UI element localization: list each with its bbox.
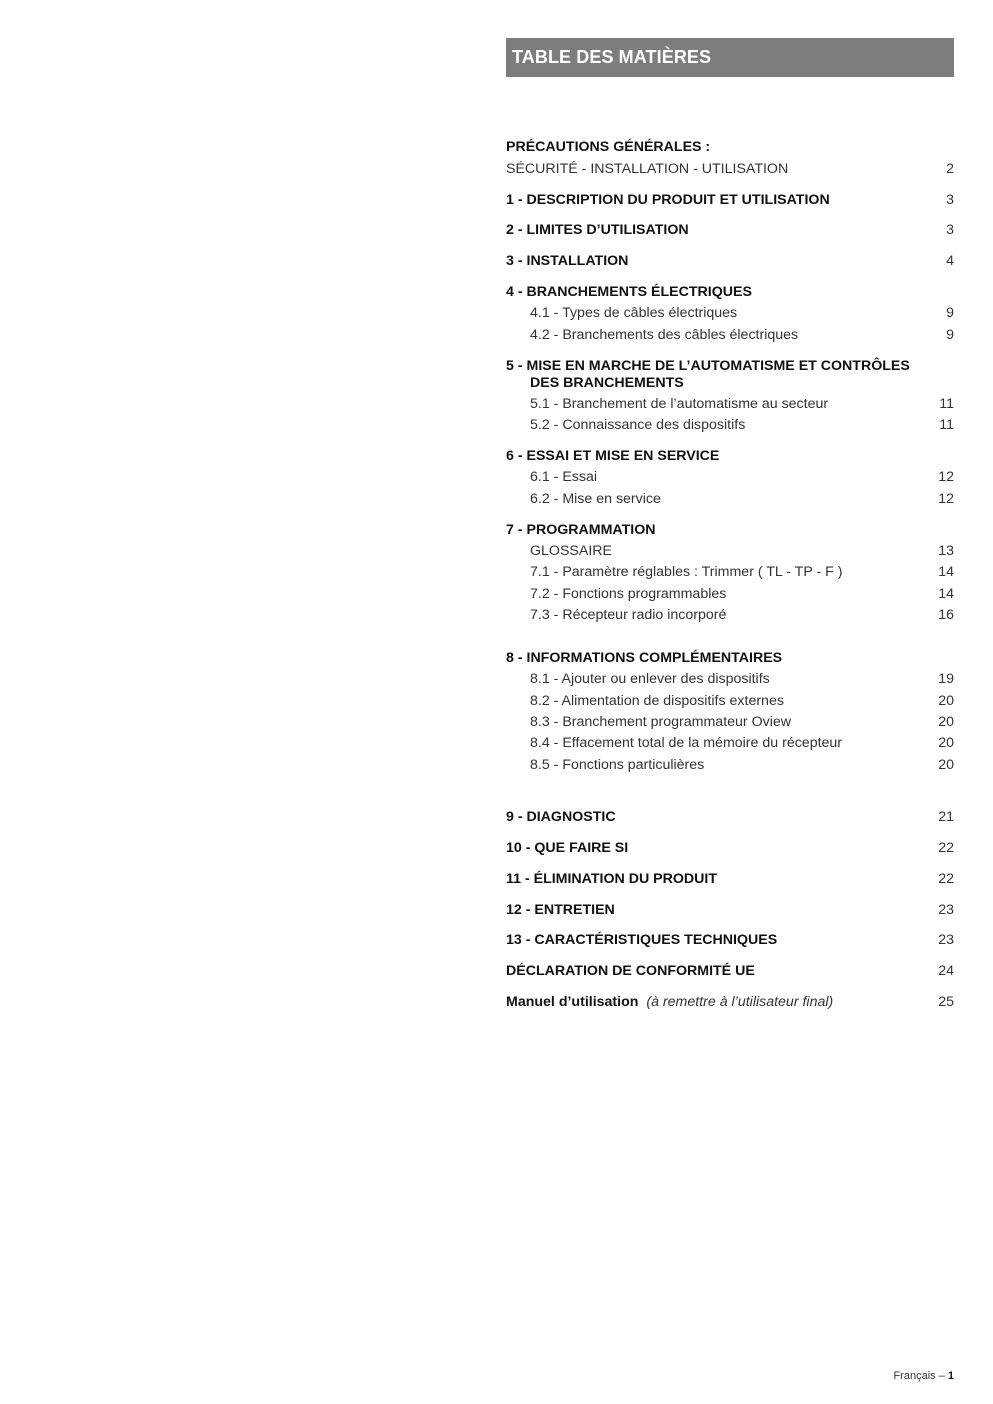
toc-page-number: 12 [938, 469, 954, 485]
page-title: TABLE DES MATIÈRES [512, 47, 712, 67]
toc-entry-label: 6 - ESSAI ET MISE EN SERVICE [506, 448, 720, 464]
toc-subentry-7-3[interactable] [506, 605, 954, 625]
toc-entry-label: 6.1 - Essai [530, 469, 598, 485]
toc-page-number: 16 [938, 607, 954, 623]
toc-entry-label: SÉCURITÉ - INSTALLATION - UTILISATION [506, 161, 789, 177]
toc-entry-precautions-sub[interactable] [506, 159, 954, 179]
toc-entry-user-manual[interactable] [506, 992, 954, 1012]
toc-entry-label: 8.4 - Effacement total de la mémoire du récepteur [530, 735, 843, 751]
toc-subentry-6-1[interactable] [506, 467, 954, 487]
toc-entry-label: 4.1 - Types de câbles électriques [530, 305, 738, 321]
toc-page-number: 23 [938, 902, 954, 918]
toc-page-number: 19 [938, 671, 954, 687]
toc-subentry-7-2[interactable] [506, 584, 954, 604]
toc-entry-note: (à remettre à l’utilisateur final) [646, 994, 834, 1010]
toc-entry-label: 7 - PROGRAMMATION [506, 522, 656, 538]
toc-page-number: 14 [938, 586, 954, 602]
toc-entry-label: 2 - LIMITES D’UTILISATION [506, 222, 689, 238]
toc-page-number: 9 [946, 305, 954, 321]
toc-entry-label: 13 - CARACTÉRISTIQUES TECHNIQUES [506, 932, 778, 948]
toc-entry-label: 5 - MISE EN MARCHE DE L’AUTOMATISME ET CONTRÔLES [506, 358, 910, 374]
toc-entry-declaration[interactable] [506, 961, 954, 981]
toc-entry-label: 6.2 - Mise en service [530, 491, 661, 507]
toc-entry-label: Manuel d’utilisation [506, 994, 639, 1010]
toc-subentry-8-4[interactable] [506, 733, 954, 753]
toc-entry-label: 5.2 - Connaissance des dispositifs [530, 417, 746, 433]
footer-language: Français – [893, 1370, 945, 1382]
toc-page-number: 20 [938, 757, 954, 773]
toc-entry-section-9[interactable] [506, 807, 954, 827]
toc-entry-label: 9 - DIAGNOSTIC [506, 809, 616, 825]
toc-page-number: 22 [938, 871, 954, 887]
toc-entry-section-5-cont[interactable] [506, 373, 954, 393]
toc-page-number: 13 [938, 543, 954, 559]
toc-page-number: 20 [938, 693, 954, 709]
toc-entry-section-12[interactable] [506, 900, 954, 920]
toc-entry-label: 8.3 - Branchement programmateur Oview [530, 714, 792, 730]
toc-page-number: 25 [938, 994, 954, 1010]
toc-page-number: 4 [946, 253, 954, 269]
toc-entry-label: 5.1 - Branchement de l’automatisme au secteur [530, 396, 829, 412]
toc-subentry-8-1[interactable] [506, 669, 954, 689]
toc-entry-label: GLOSSAIRE [530, 543, 613, 559]
toc-entry-label: 12 - ENTRETIEN [506, 902, 615, 918]
toc-entry-section-7[interactable] [506, 520, 954, 540]
toc-subentry-8-2[interactable] [506, 691, 954, 711]
toc-entry-label: 8.2 - Alimentation de dispositifs externes [530, 693, 784, 709]
toc-entry-label: PRÉCAUTIONS GÉNÉRALES : [506, 139, 711, 155]
toc-page-number: 24 [938, 963, 954, 979]
toc-subentry-8-5[interactable] [506, 755, 954, 775]
toc-entry-label: 11 - ÉLIMINATION DU PRODUIT [506, 871, 717, 887]
toc-entry-section-11[interactable] [506, 869, 954, 889]
toc-entry-label: 4 - BRANCHEMENTS ÉLECTRIQUES [506, 284, 752, 300]
toc-entry-section-10[interactable] [506, 838, 954, 858]
toc-entry-label: 7.3 - Récepteur radio incorporé [530, 607, 727, 623]
toc-entry-label: 1 - DESCRIPTION DU PRODUIT ET UTILISATION [506, 192, 830, 208]
toc-entry-section-6[interactable] [506, 446, 954, 466]
toc-entry-label: 8.5 - Fonctions particulières [530, 757, 705, 773]
toc-page-number: 20 [938, 714, 954, 730]
toc-page-number: 21 [938, 809, 954, 825]
page-footer [893, 1370, 954, 1382]
footer-page-number: 1 [947, 1370, 954, 1382]
toc-subentry-4-1[interactable] [506, 303, 954, 323]
toc-page-number: 12 [938, 491, 954, 507]
toc-page-number: 20 [938, 735, 954, 751]
toc-page-number: 11 [939, 417, 954, 433]
toc-entry-precautions[interactable] [506, 137, 954, 157]
toc-page-number: 3 [946, 192, 954, 208]
toc-entry-label: DES BRANCHEMENTS [530, 375, 684, 391]
toc-entry-section-8[interactable] [506, 648, 954, 668]
toc-subentry-7-1[interactable] [506, 562, 954, 582]
toc-entry-label: 7.1 - Paramètre réglables : Trimmer ( TL - TP - F ) [530, 564, 843, 580]
toc-entry-label: 8 - INFORMATIONS COMPLÉMENTAIRES [506, 650, 783, 666]
toc-entry-section-13[interactable] [506, 930, 954, 950]
toc-entry-label: 3 - INSTALLATION [506, 253, 629, 269]
toc-subentry-glossaire[interactable] [506, 541, 954, 561]
toc-entry-label: 7.2 - Fonctions programmables [530, 586, 727, 602]
toc-entry-label: 10 - QUE FAIRE SI [506, 840, 629, 856]
toc-subentry-8-3[interactable] [506, 712, 954, 732]
toc-entry-section-1[interactable] [506, 190, 954, 210]
toc-subentry-6-2[interactable] [506, 489, 954, 509]
toc-title-bar [506, 38, 954, 77]
toc-page-number: 14 [938, 564, 954, 580]
toc-entry-section-3[interactable] [506, 251, 954, 271]
toc-subentry-5-2[interactable] [506, 415, 954, 435]
toc-page-number: 23 [938, 932, 954, 948]
toc-page-number: 22 [938, 840, 954, 856]
toc-entry-label: 8.1 - Ajouter ou enlever des dispositifs [530, 671, 770, 687]
toc-subentry-5-1[interactable] [506, 394, 954, 414]
toc-page-number: 9 [946, 327, 954, 343]
toc-entry-label: 4.2 - Branchements des câbles électriques [530, 327, 799, 343]
toc-entry-section-2[interactable] [506, 220, 954, 240]
toc-entry-label: DÉCLARATION DE CONFORMITÉ UE [506, 963, 755, 979]
toc-entry-section-4[interactable] [506, 282, 954, 302]
toc-page-number: 11 [939, 396, 954, 412]
toc-subentry-4-2[interactable] [506, 325, 954, 345]
toc-page-number: 3 [946, 222, 954, 238]
toc-page-number: 2 [946, 161, 954, 177]
